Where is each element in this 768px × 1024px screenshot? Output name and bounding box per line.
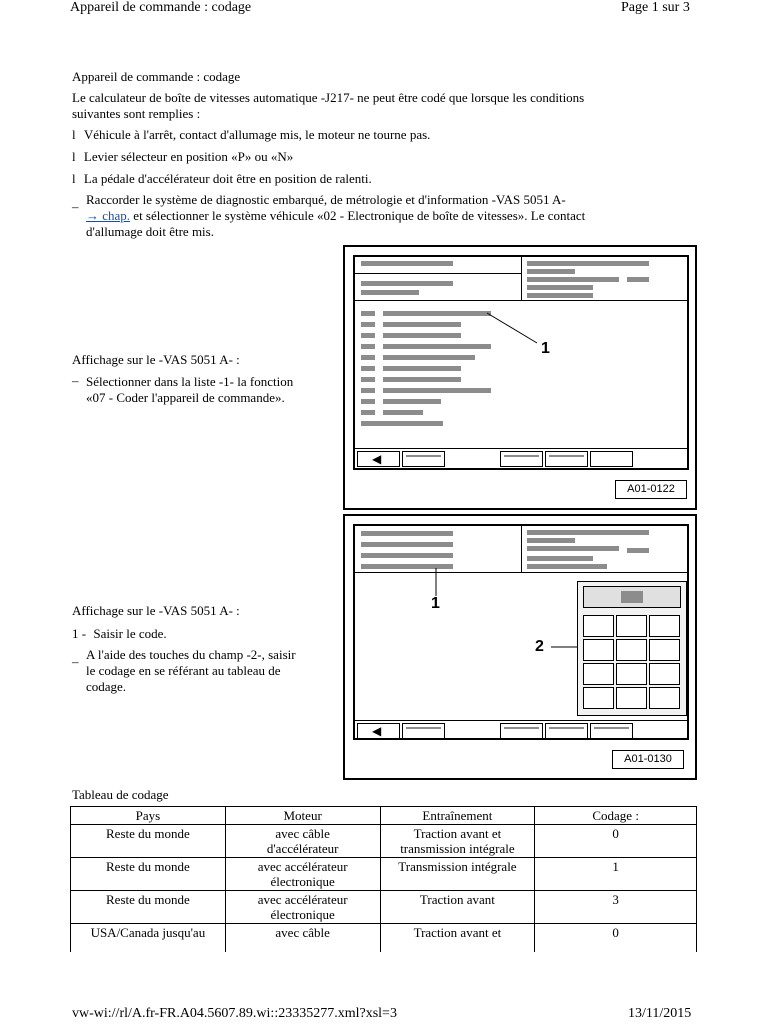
step-text: Saisir le code. [93,626,167,641]
condition-marker: l [72,171,76,186]
coding-table [70,806,697,952]
fig1-step-line-2: «07 - Coder l'appareil de commande». [86,390,285,405]
keypad-key[interactable] [583,687,614,709]
fig2-step-line-3: codage. [86,679,127,694]
cell-pays: Reste du monde [71,858,226,891]
softkey-button[interactable] [500,451,543,467]
condition-item [72,171,372,186]
cell-moteur: avec câble [225,924,380,953]
cell-codage: 0 [535,825,697,858]
connect-line-1: Raccorder le système de diagnostic embarqué, de métrologie et d'information -VAS 5051 A- [86,192,566,207]
cell-entrainement: Traction avant et [380,924,535,953]
cell-entrainement: Traction avant [380,891,535,924]
connect-line-3: d'allumage doit être mis. [86,224,214,239]
section-title: Appareil de commande : codage [72,69,241,84]
softkey-button[interactable] [590,723,633,739]
figure-vas-keypad-screen [343,514,697,780]
softkey-button[interactable] [402,451,445,467]
cell-moteur: avec câble d'accélérateur [225,825,380,858]
table-row [71,924,697,953]
table-row [71,858,697,891]
vas-screen [353,255,689,470]
column-header: Pays [71,807,226,825]
code-input-display[interactable] [583,586,681,608]
keypad-key[interactable] [583,615,614,637]
step-number: 1 - [72,626,87,641]
cell-codage: 1 [535,858,697,891]
connect-line-2 [86,208,585,223]
page-header-title: Appareil de commande : codage [70,0,252,15]
keypad-key[interactable] [649,687,680,709]
back-arrow-icon: ◀ [372,452,382,466]
fig2-step-1 [72,626,167,641]
back-button[interactable] [357,723,400,739]
cell-pays: Reste du monde [71,891,226,924]
keypad-key[interactable] [616,687,647,709]
back-arrow-icon: ◀ [372,724,382,738]
chapter-link[interactable]: → chap. [86,208,131,223]
cell-entrainement: Transmission intégrale [380,858,535,891]
softkey-button[interactable] [500,723,543,739]
keypad-key[interactable] [616,615,647,637]
column-header: Entraînement [380,807,535,825]
figure-vas-list-screen [343,245,697,510]
intro-line-2: suivantes sont remplies : [72,106,201,121]
vas-screen [353,524,689,740]
fig1-caption: Affichage sur le -VAS 5051 A- : [72,352,240,367]
keypad-key[interactable] [616,639,647,661]
condition-text: Levier sélecteur en position «P» ou «N» [83,149,294,164]
condition-text: Véhicule à l'arrêt, contact d'allumage mis, le moteur ne tourne pas. [83,127,431,142]
footer-date: 13/11/2015 [628,1006,692,1021]
table-row [71,891,697,924]
table-header-row [71,807,697,825]
keypad-key[interactable] [616,663,647,685]
callout-1: 1 [541,340,550,357]
fig2-step-line-2: le codage en se référant au tableau de [86,663,281,678]
fig1-step-line-1: Sélectionner dans la liste -1- la fonction [86,374,294,389]
softkey-button[interactable] [402,723,445,739]
intro-line-1: Le calculateur de boîte de vitesses automatique -J217- ne peut être codé que lorsque les conditions [72,90,585,105]
cell-moteur: avec accélérateur électronique [225,891,380,924]
callout-1: 1 [431,595,440,612]
condition-item [72,127,430,142]
condition-marker: l [72,127,76,142]
softkey-button[interactable] [590,451,633,467]
keypad-key[interactable] [649,663,680,685]
connect-line-2-text: et sélectionner le système véhicule «02 - Electronique de boîte de vitesses». Le contact [130,208,586,223]
back-button[interactable] [357,451,400,467]
column-header: Codage : [535,807,697,825]
fig1-step-dash: – [72,373,79,388]
softkey-button[interactable] [545,723,588,739]
figure-id-label: A01-0130 [612,750,684,769]
keypad-key[interactable] [649,639,680,661]
condition-marker: l [72,149,76,164]
condition-item [72,149,293,164]
cell-codage: 0 [535,924,697,953]
table-title: Tableau de codage [72,787,169,802]
step-dash: – [72,199,79,214]
column-header: Moteur [225,807,380,825]
table-row [71,825,697,858]
fig2-caption: Affichage sur le -VAS 5051 A- : [72,603,240,618]
fig2-step-line-1: A l'aide des touches du champ -2-, saisir [86,647,296,662]
keypad-field [577,581,687,716]
fig2-step-dash: – [72,654,79,669]
keypad-key[interactable] [649,615,680,637]
footer-url: vw-wi://rl/A.fr-FR.A04.5607.89.wi::23335277.xml?xsl=3 [72,1006,397,1021]
cell-entrainement: Traction avant et transmission intégrale [380,825,535,858]
cell-pays: USA/Canada jusqu'au [71,924,226,953]
cell-pays: Reste du monde [71,825,226,858]
keypad-key[interactable] [583,663,614,685]
figure-id-label: A01-0122 [615,480,687,499]
cell-moteur: avec accélérateur électronique [225,858,380,891]
callout-2: 2 [535,638,544,655]
softkey-button[interactable] [545,451,588,467]
callout-leader-line [355,257,687,468]
keypad-key[interactable] [583,639,614,661]
cell-codage: 3 [535,891,697,924]
condition-text: La pédale d'accélérateur doit être en position de ralenti. [83,171,372,186]
page-number: Page 1 sur 3 [621,0,690,15]
